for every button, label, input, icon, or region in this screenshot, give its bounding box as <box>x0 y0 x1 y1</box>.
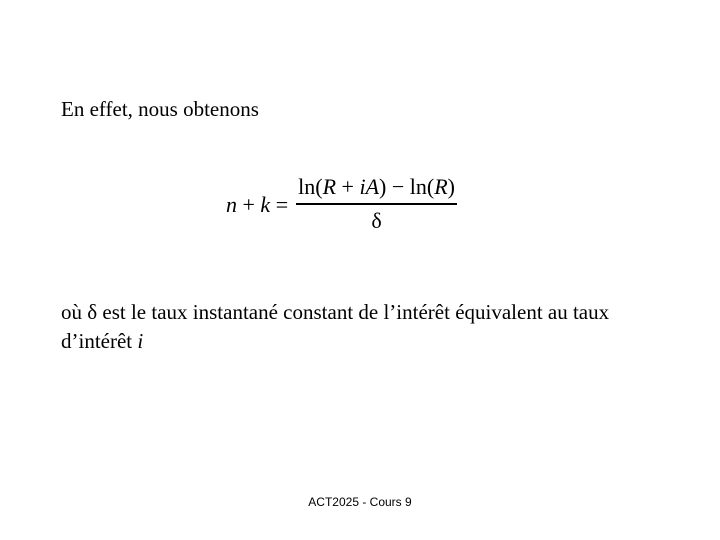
equation <box>226 174 457 234</box>
var-k: k <box>260 191 271 217</box>
plus-sign: + <box>237 191 261 217</box>
var-i: i <box>359 174 366 199</box>
fraction <box>296 174 457 234</box>
num-close: ) <box>447 174 455 199</box>
body-var-i: i <box>137 329 144 353</box>
intro-text: En effet, nous obtenons <box>61 97 259 121</box>
var-R-1: R <box>322 174 337 199</box>
var-A: A <box>365 174 380 199</box>
denominator: δ <box>371 207 382 233</box>
footer-label: ACT2025 - Cours 9 <box>308 495 412 509</box>
body-text <box>61 298 661 356</box>
numerator <box>296 174 457 203</box>
var-R-2: R <box>434 174 448 199</box>
footer <box>0 495 720 509</box>
equation-lhs <box>226 192 288 218</box>
var-n: n <box>226 191 237 217</box>
equals-sign: = <box>270 191 289 217</box>
num-mid: ) − ln( <box>379 174 435 199</box>
body-sentence: où δ est le taux instantané constant de l’intérêt équivalent au taux d’intérêt <box>61 300 610 353</box>
num-plus: + <box>336 174 360 199</box>
ln-open-1: ln( <box>298 174 323 199</box>
